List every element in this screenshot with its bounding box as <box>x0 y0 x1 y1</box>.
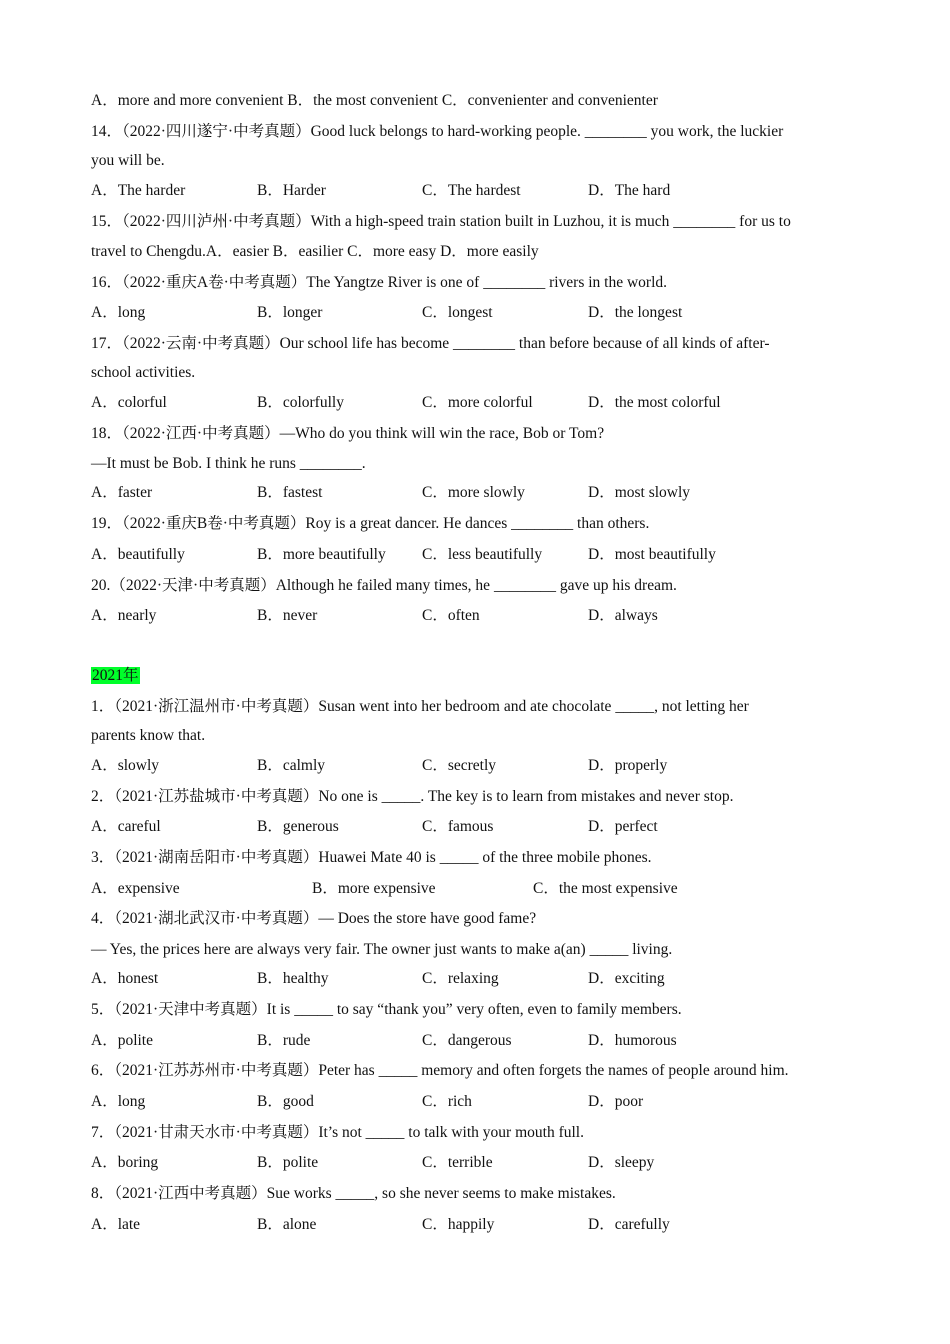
q19-option-b: B．more beautifully <box>257 546 386 563</box>
q2021-4-stem-cont: — Yes, the prices here are always very fair. The owner just wants to make a(an) _____ living. <box>91 941 673 958</box>
q17-option-b: B．colorfully <box>257 394 344 411</box>
q19-option-d: D．most beautifully <box>588 546 716 563</box>
q20-option-b: B．never <box>257 607 318 624</box>
q20-option-c: C．often <box>422 607 480 624</box>
q2021-4-stem: 4．（2021·湖北武汉市·中考真题）— Does the store have good fame? <box>91 910 537 927</box>
q2021-6-option-a: A．long <box>91 1093 146 1110</box>
q18-option-b: B．fastest <box>257 484 323 501</box>
q14-option-d: D．The hard <box>588 182 671 199</box>
q2021-5-option-c: C．dangerous <box>422 1032 512 1049</box>
section-year-highlight: 2021年 <box>92 667 139 684</box>
q18-stem-cont: —It must be Bob. I think he runs ________. <box>91 455 366 472</box>
q14-stem-cont: you will be. <box>91 152 165 169</box>
q2021-5-option-d: D．humorous <box>588 1032 677 1049</box>
q15-stem: 15．（2022·四川泸州·中考真题）With a high-speed train station built in Luzhou, it is much ________ for us to <box>91 213 791 230</box>
q2021-8-option-b: B．alone <box>257 1216 317 1233</box>
q2021-1-option-a: A．slowly <box>91 757 160 774</box>
q14-stem: 14．（2022·四川遂宁·中考真题）Good luck belongs to hard-working people. ________ you work, the luckier <box>91 123 784 140</box>
q17-option-d: D．the most colorful <box>588 394 721 411</box>
q19-stem: 19．（2022·重庆B卷·中考真题）Roy is a great dancer. He dances ________ than others. <box>91 515 650 532</box>
q2021-4-option-a: A．honest <box>91 970 159 987</box>
q2021-4-option-d: D．exciting <box>588 970 665 987</box>
q18-option-a: A．faster <box>91 484 153 501</box>
q18-stem: 18．（2022·江西·中考真题）—Who do you think will win the race, Bob or Tom? <box>91 425 605 442</box>
q2021-2-option-a: A．careful <box>91 818 161 835</box>
q2021-1-stem: 1．（2021·浙江温州市·中考真题）Susan went into her bedroom and ate chocolate _____, not letting her <box>91 698 749 715</box>
q2021-3-option-a: A．expensive <box>91 880 180 897</box>
q2021-1-option-c: C．secretly <box>422 757 497 774</box>
q14-option-b: B．Harder <box>257 182 326 199</box>
q15-stem-options: travel to Chengdu.A．easier B．easilier C．more easy D．more easily <box>91 243 539 260</box>
q2021-2-stem: 2．（2021·江苏盐城市·中考真题）No one is _____. The key is to learn from mistakes and never stop. <box>91 788 734 805</box>
q2021-8-option-d: D．carefully <box>588 1216 670 1233</box>
q2021-6-option-b: B．good <box>257 1093 314 1110</box>
q2021-3-option-b: B．more expensive <box>312 880 436 897</box>
q2021-6-stem: 6．（2021·江苏苏州市·中考真题）Peter has _____ memory and often forgets the names of people around him. <box>91 1062 789 1079</box>
q2021-3-stem: 3．（2021·湖南岳阳市·中考真题）Huawei Mate 40 is _____ of the three mobile phones. <box>91 849 652 866</box>
q16-option-d: D．the longest <box>588 304 683 321</box>
section-heading-2021 <box>91 666 140 686</box>
q16-stem: 16．（2022·重庆A卷·中考真题）The Yangtze River is one of ________ rivers in the world. <box>91 274 668 291</box>
q14-option-c: C．The hardest <box>422 182 521 199</box>
q16-option-c: C．longest <box>422 304 493 321</box>
q20-option-a: A．nearly <box>91 607 157 624</box>
q16-option-b: B．longer <box>257 304 323 321</box>
q2021-2-option-b: B．generous <box>257 818 339 835</box>
q19-option-a: A．beautifully <box>91 546 185 563</box>
q13-options: A．more and more convenient B．the most convenient C．convenienter and convenienter <box>91 92 658 109</box>
q2021-8-option-c: C．happily <box>422 1216 495 1233</box>
q2021-4-option-b: B．healthy <box>257 970 329 987</box>
q2021-7-option-d: D．sleepy <box>588 1154 655 1171</box>
q2021-5-option-b: B．rude <box>257 1032 311 1049</box>
q18-option-c: C．more slowly <box>422 484 525 501</box>
q2021-1-option-d: D．properly <box>588 757 668 774</box>
q2021-6-option-c: C．rich <box>422 1093 472 1110</box>
q2021-7-option-c: C．terrible <box>422 1154 493 1171</box>
q17-option-c: C．more colorful <box>422 394 533 411</box>
q17-stem-cont: school activities. <box>91 364 196 381</box>
q2021-2-option-c: C．famous <box>422 818 494 835</box>
q2021-2-option-d: D．perfect <box>588 818 658 835</box>
q2021-7-option-b: B．polite <box>257 1154 319 1171</box>
q2021-8-option-a: A．late <box>91 1216 141 1233</box>
q20-option-d: D．always <box>588 607 658 624</box>
q14-option-a: A．The harder <box>91 182 186 199</box>
q2021-7-stem: 7．（2021·甘肃天水市·中考真题）It’s not _____ to talk with your mouth full. <box>91 1124 584 1141</box>
q17-option-a: A．colorful <box>91 394 167 411</box>
q2021-1-option-b: B．calmly <box>257 757 326 774</box>
q2021-1-stem-cont: parents know that. <box>91 727 206 744</box>
q2021-4-option-c: C．relaxing <box>422 970 499 987</box>
q2021-6-option-d: D．poor <box>588 1093 644 1110</box>
q2021-3-option-c: C．the most expensive <box>533 880 678 897</box>
q18-option-d: D．most slowly <box>588 484 691 501</box>
q16-option-a: A．long <box>91 304 146 321</box>
q19-option-c: C．less beautifully <box>422 546 543 563</box>
q17-stem: 17．（2022·云南·中考真题）Our school life has become ________ than before because of all kinds of after- <box>91 335 770 352</box>
q2021-5-stem: 5．（2021·天津中考真题）It is _____ to say “thank you” very often, even to family members. <box>91 1001 682 1018</box>
q20-stem: 20.（2022·天津·中考真题）Although he failed many times, he ________ gave up his dream. <box>91 577 677 594</box>
q2021-5-option-a: A．polite <box>91 1032 153 1049</box>
q2021-8-stem: 8．（2021·江西中考真题）Sue works _____, so she never seems to make mistakes. <box>91 1185 616 1202</box>
q2021-7-option-a: A．boring <box>91 1154 159 1171</box>
